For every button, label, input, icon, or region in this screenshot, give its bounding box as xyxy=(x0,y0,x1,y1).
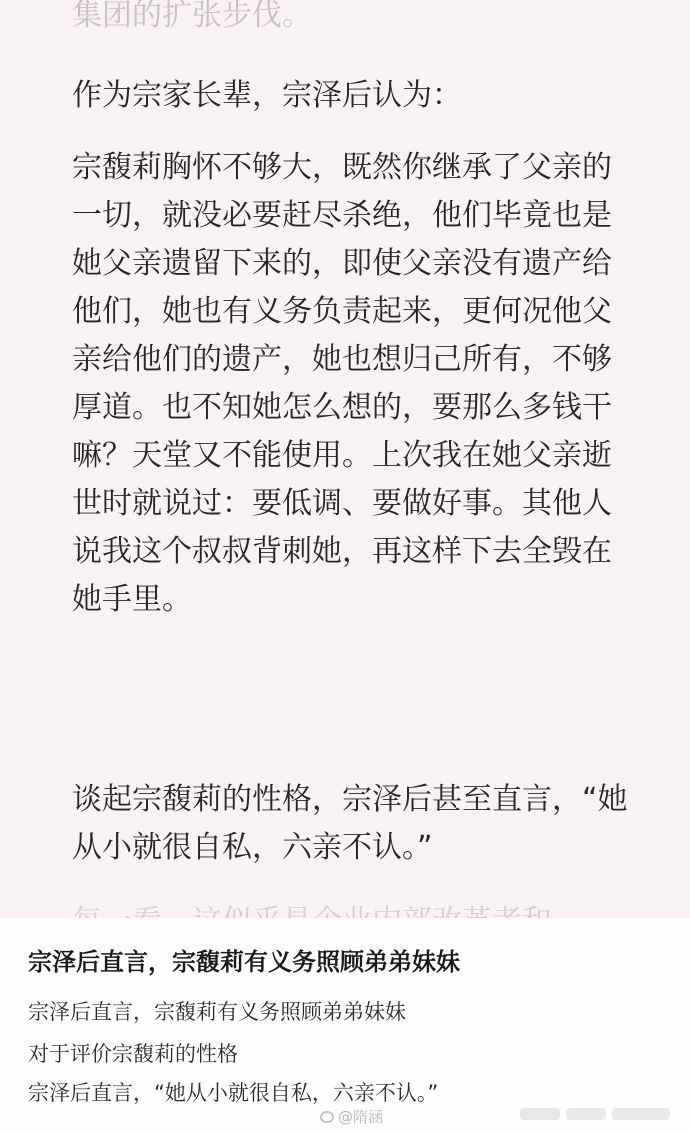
article-cut-top-line: 集团的扩张步伐。 xyxy=(72,0,312,33)
caption-title: 宗泽后直言，宗馥莉有义务照顾弟弟妹妹 xyxy=(28,948,460,976)
blurred-region xyxy=(612,1108,670,1120)
caption-line-1: 宗泽后直言，宗馥莉有义务照顾弟弟妹妹 xyxy=(28,1000,406,1024)
blurred-region xyxy=(566,1108,606,1120)
watermark-text: @隋涵 xyxy=(338,1108,384,1126)
caption-line-3: 宗泽后直言，“她从小就很自私，六亲不认。” xyxy=(28,1081,439,1105)
article-paragraph-3: 谈起宗馥莉的性格，宗泽后甚至直言，“她从小就很自私，六亲不认。” xyxy=(72,782,628,865)
weibo-icon xyxy=(320,1111,334,1123)
article-paragraph-1: 作为宗家长辈，宗泽后认为： xyxy=(72,78,462,113)
blurred-region xyxy=(520,1108,560,1120)
article-paragraph-2: 宗馥莉胸怀不够大，既然你继承了父亲的一切，就没必要赶尽杀绝，他们毕竟也是她父亲遗留下来的，即使父亲没有遗产给他们，她也有义务负责起来，更何况他父亲给他们的遗产，她也想归己所有，不够厚道。也不知她怎么想的，要那么多钱干嘛？天堂又不能使用。上次我在她父亲逝世时就说过：要低调、要做好事。其他人说我这个叔叔背刺她，再这样下去全毁在她手里。 xyxy=(72,150,612,617)
watermark xyxy=(320,1106,383,1127)
caption-line-2: 对于评价宗馥莉的性格 xyxy=(28,1042,238,1066)
